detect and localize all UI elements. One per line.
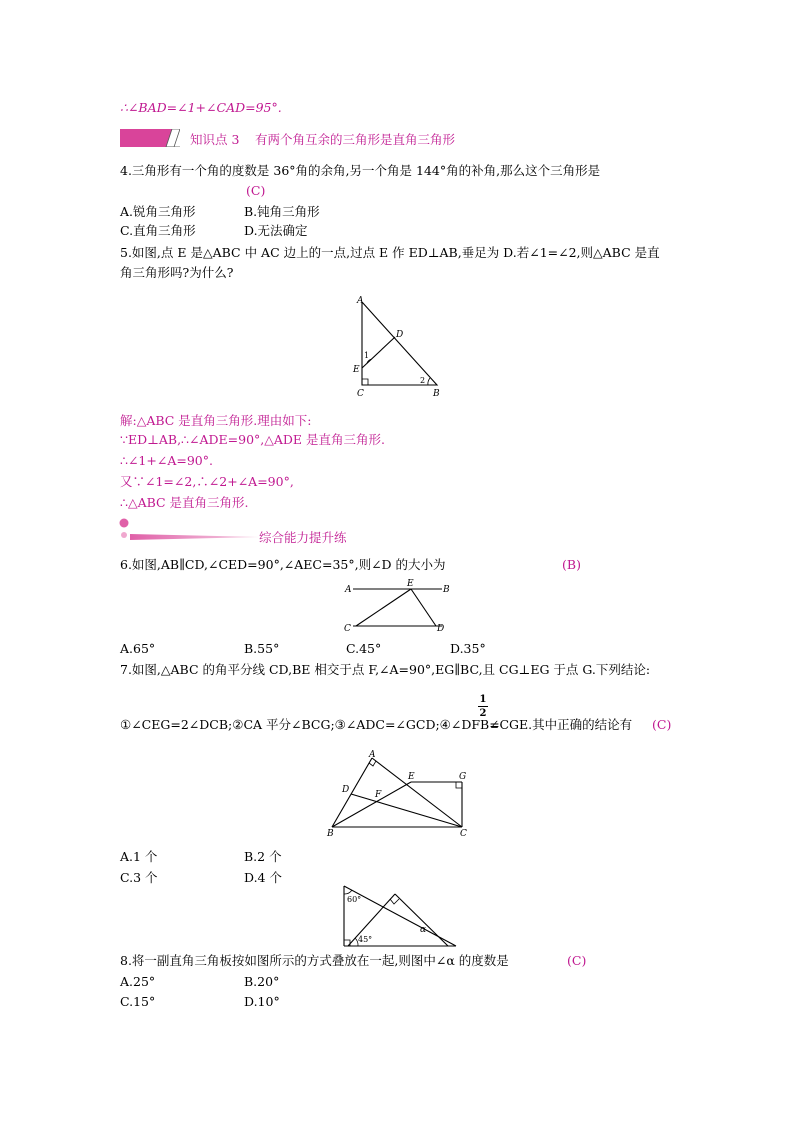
q7-label-b: B [327,829,334,839]
q7-option-d: D.4 个 [244,870,282,885]
q7-label-f: F [375,790,382,800]
q5-label-c: C [357,389,364,399]
q5-label-d: D [396,330,404,340]
q7-fraction-denominator: 2 [479,708,487,719]
section3-title: 有两个角互余的三角形是直角三角形 [255,132,456,147]
q8-label-60: 60° [347,895,362,904]
q7-stem-line2-before: ①∠CEG=2∠DCB;②CA 平分∠BCG;③∠ADC=∠GCD;④∠DFB= [120,717,500,732]
q7-fraction-numerator: 1 [479,694,487,705]
q5-solution-line4: 又∵∠1=∠2,∴∠2+∠A=90°, [120,474,294,489]
q7-fraction-bar [478,706,488,707]
q7-stem-line2-after: ∠CGE.其中正确的结论有 [489,717,633,732]
q5-solution-line1: 解:△ABC 是直角三角形.理由如下: [120,413,312,428]
q7-answer: (C) [652,717,672,732]
comprehensive-banner-decoration [116,516,261,548]
q6-stem: 6.如图,AB∥CD,∠CED=90°,∠AEC=35°,则∠D 的大小为 [120,557,446,572]
q7-option-b: B.2 个 [244,849,282,864]
q4-option-a: A.锐角三角形 [120,204,196,219]
q4-option-d: D.无法确定 [244,223,308,238]
q5-figure [345,292,450,404]
q8-label-alpha: α [420,925,427,935]
q7-label-a: A [369,750,376,760]
section-banner-bar [120,129,180,147]
q4-answer: (C) [246,183,266,198]
top-conclusion-line: ∴∠BAD=∠1+∠CAD=95°. [120,100,282,115]
q8-stem: 8.将一副直角三角板按如图所示的方式叠放在一起,则图中∠α 的度数是 [120,953,509,968]
q7-label-g: G [459,772,467,782]
q6-label-a: A [345,585,352,595]
q6-answer: (B) [562,557,581,572]
section3-label: 知识点 3 [190,132,240,147]
q5-stem-line1: 5.如图,点 E 是△ABC 中 AC 边上的一点,过点 E 作 ED⊥AB,垂足为 D.若∠1=∠2,则△ABC 是直 [120,245,660,260]
q5-label-b: B [433,389,440,399]
q6-option-b: B.55° [244,641,280,656]
q6-option-d: D.35° [450,641,486,656]
q4-stem: 4.三角形有一个角的度数是 36°角的余角,另一个角是 144°角的补角,那么这个三角形是 [120,163,601,178]
q6-figure [340,579,455,635]
q6-label-c: C [344,624,351,634]
q5-stem-line2: 角三角形吗?为什么? [120,265,234,280]
q5-label-2: 2 [420,376,426,385]
q6-option-a: A.65° [120,641,156,656]
q8-label-45: 45° [358,935,373,944]
q5-label-e: E [353,365,360,375]
q4-option-c: C.直角三角形 [120,223,196,238]
q8-option-d: D.10° [244,994,280,1009]
q5-label-1: 1 [364,351,370,360]
q7-label-d: D [342,785,350,795]
q7-label-c: C [460,829,467,839]
q8-option-b: B.20° [244,974,280,989]
q7-option-c: C.3 个 [120,870,158,885]
q6-label-b: B [443,585,450,595]
q8-option-a: A.25° [120,974,156,989]
q6-option-c: C.45° [346,641,382,656]
q7-figure [322,748,472,840]
q8-answer: (C) [567,953,587,968]
q5-label-a: A [357,296,364,306]
q4-option-b: B.钝角三角形 [244,204,320,219]
q8-option-c: C.15° [120,994,156,1009]
q7-option-a: A.1 个 [120,849,158,864]
q6-label-e: E [407,579,414,589]
q5-solution-line5: ∴△ABC 是直角三角形. [120,495,249,510]
q6-label-d: D [437,624,445,634]
q5-solution-line2: ∵ED⊥AB,∴∠ADE=90°,△ADE 是直角三角形. [120,432,385,447]
q5-solution-line3: ∴∠1+∠A=90°. [120,453,213,468]
q7-stem-line1: 7.如图,△ABC 的角平分线 CD,BE 相交于点 F,∠A=90°,EG∥BC,且 CG⊥EG 于点 G.下列结论: [120,662,651,677]
comprehensive-section-title: 综合能力提升练 [259,530,347,545]
q7-label-e: E [408,772,415,782]
q8-figure [338,880,463,950]
